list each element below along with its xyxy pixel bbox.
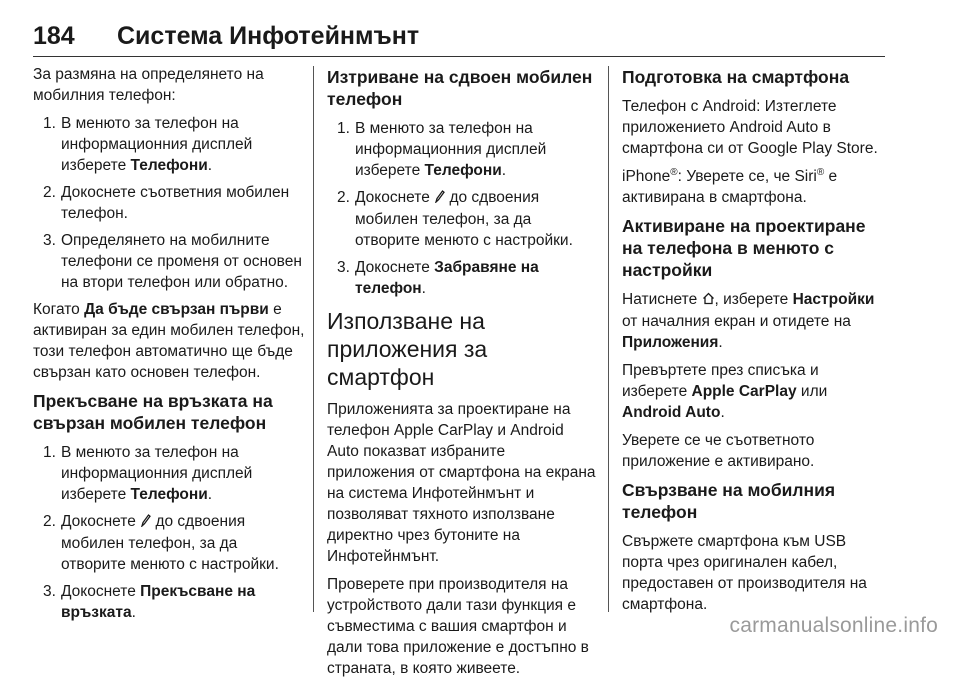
menu-term: Забравяне на телефон [355, 259, 539, 297]
list-item: 2. Докоснете съответния мобилен телефон. [43, 184, 290, 222]
pencil-icon [140, 512, 151, 533]
list-item: 3. Определянето на мобилните телефони се променя от основен на втори телефон или обратно. [43, 232, 302, 291]
list-item: 3. Докоснете Забравяне на телефон. [337, 259, 539, 297]
menu-term: Настройки [792, 291, 875, 308]
paragraph: Приложенията за проектиране на телефон Apple CarPlay и Android Auto показват избраните приложения от смартфона на екрана на система Инфотейнмънт и позволяват тяхното използване директно чрез бутоните на Инфотейнмънт. [327, 401, 596, 565]
menu-term: Прекъсване на връзката [61, 583, 256, 621]
intro-text: За размяна на определянето на мобилния телефон: [33, 66, 264, 104]
steps-list [33, 442, 305, 623]
paragraph: iPhone®: Уверете се, че Siri® е активирана в смартфона. [622, 166, 838, 206]
page-header [33, 22, 885, 52]
watermark: carmanualsonline.info [729, 614, 938, 637]
menu-term: Apple CarPlay [691, 383, 797, 400]
paragraph: Телефон с Android: Изтеглете приложението Android Auto в смартфона си от Google Play Store. [622, 98, 878, 157]
steps-list [33, 113, 305, 293]
list-item: 1. В менюто за телефон на информационния дисплей изберете Телефони. [43, 115, 253, 174]
column-divider [608, 66, 609, 612]
column-3 [622, 64, 888, 622]
menu-term: Android Auto [622, 404, 721, 421]
home-icon [702, 290, 715, 311]
list-item: 1. В менюто за телефон на информационния дисплей изберете Телефони. [337, 120, 547, 179]
column-1 [33, 64, 305, 629]
pencil-icon [434, 188, 445, 209]
paragraph: Превъртете през списъка и изберете Apple CarPlay или Android Auto. [622, 362, 828, 421]
menu-term: Телефони [130, 486, 208, 503]
menu-term: Приложения [622, 334, 719, 351]
header-divider [33, 56, 885, 57]
section-heading: Активиране на проектиране на телефона в менюто с настройки [622, 216, 866, 280]
page-number: 184 [33, 22, 75, 50]
steps-list [327, 118, 597, 299]
menu-term: Телефони [130, 157, 208, 174]
chapter-heading: Използване на приложения за смартфон [327, 308, 488, 390]
section-heading: Прекъсване на връзката на свързан мобилен телефон [33, 391, 273, 433]
list-item: 1. В менюто за телефон на информационния дисплей изберете Телефони. [43, 444, 253, 503]
paragraph: Свържете смартфона към USB порта чрез оригинален кабел, предоставен от производителя на смартфона. [622, 533, 867, 613]
paragraph: Натиснете , изберете Настройки от началния екран и отидете на Приложения. [622, 291, 875, 351]
page-title: Система Инфотейнмънт [117, 22, 420, 50]
list-item: 2. Докоснете до сдвоения мобилен телефон, за да отворите менюто с настройки. [43, 513, 279, 573]
menu-term: Телефони [424, 162, 502, 179]
menu-term: Да бъде свързан първи [84, 301, 269, 318]
section-heading: Свързване на мобилния телефон [622, 480, 836, 522]
list-item: 3. Докоснете Прекъсване на връзката. [43, 583, 256, 621]
column-divider [313, 66, 314, 612]
paragraph: Проверете при производителя на устройството дали тази функция е съвместима с вашия смартфон и дали това приложение е достъпно в страната, в която живеете. [327, 576, 589, 677]
section-heading: Изтриване на сдвоен мобилен телефон [327, 67, 593, 109]
paragraph: Когато Да бъде свързан първи е активиран за един мобилен телефон, този телефон автоматично ще бъде свързан като основен телефон. [33, 301, 305, 381]
list-item: 2. Докоснете до сдвоения мобилен телефон, за да отворите менюто с настройки. [337, 189, 573, 249]
paragraph: Уверете се че съответното приложение е активирано. [622, 432, 815, 470]
section-heading: Подготовка на смартфона [622, 67, 850, 87]
column-2 [327, 64, 597, 686]
